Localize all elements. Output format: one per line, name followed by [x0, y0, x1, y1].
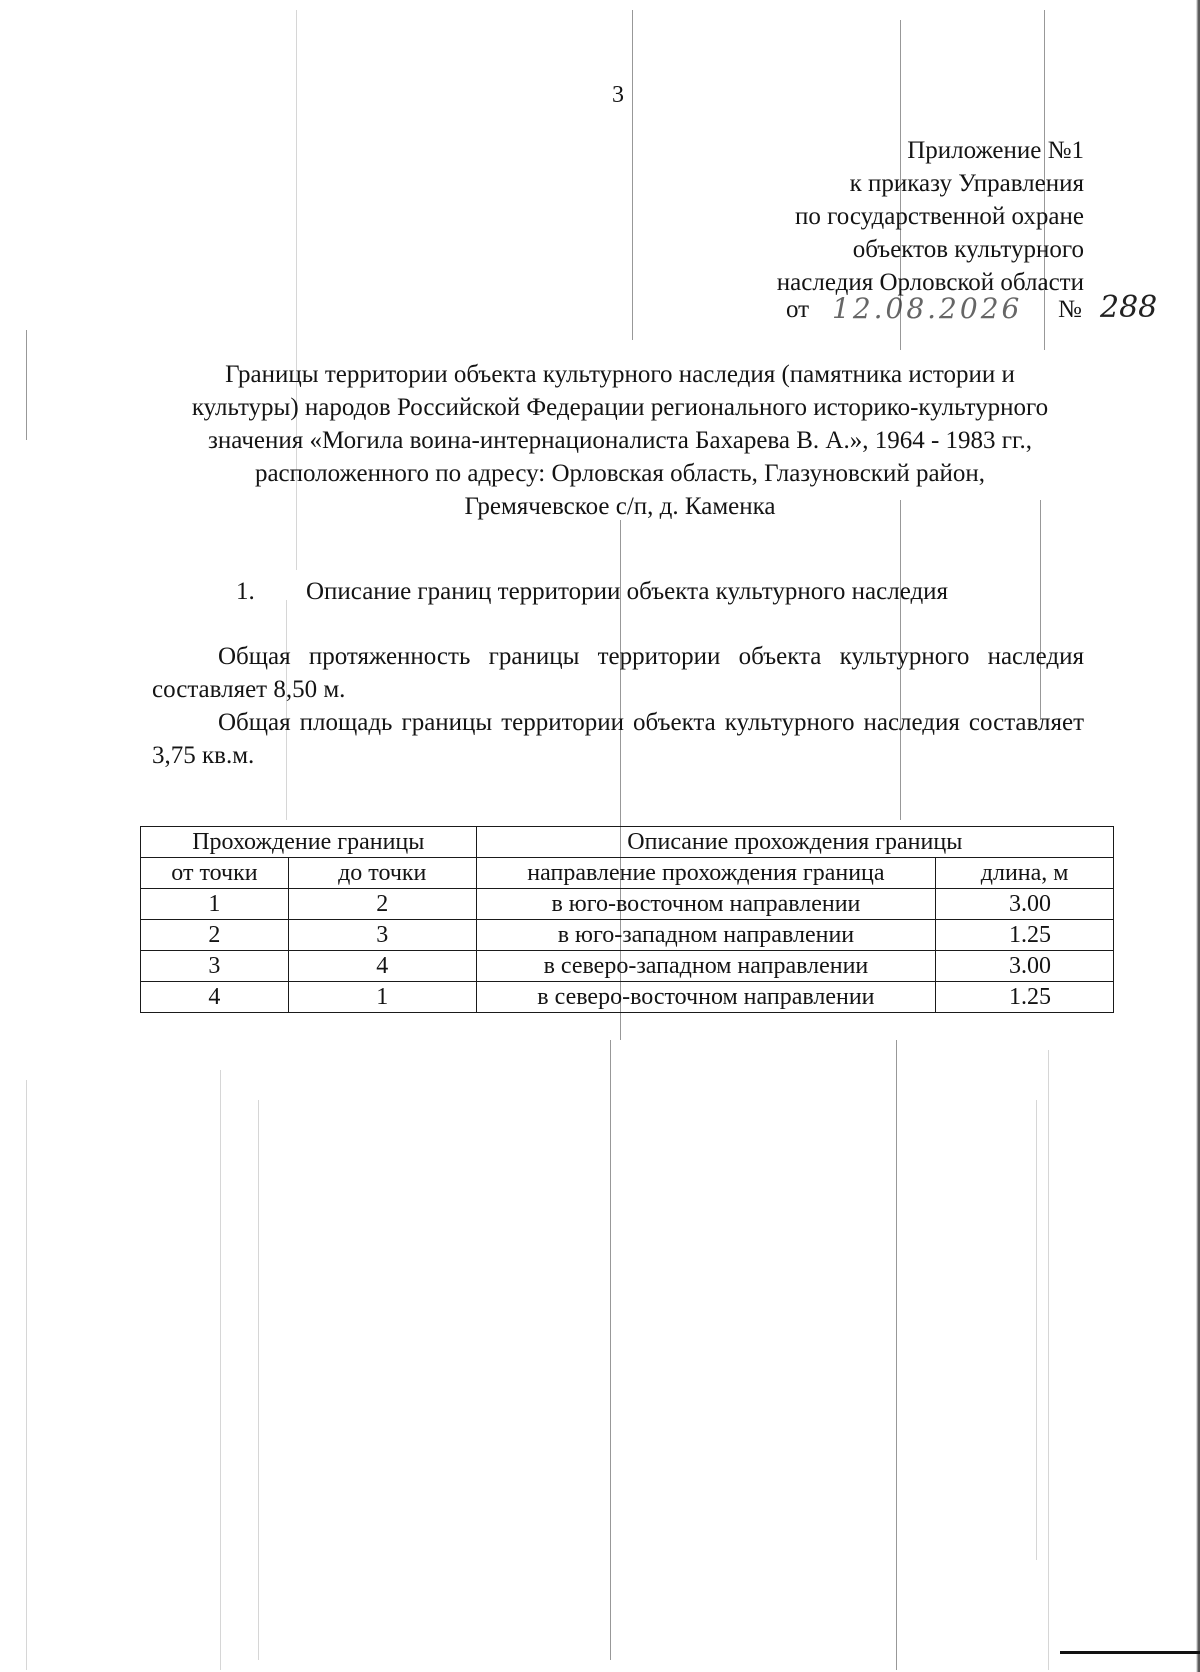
paragraph-total-area [152, 706, 1084, 772]
paragraph-total-length [152, 640, 1084, 706]
order-date-number-row [786, 290, 1166, 330]
scan-artifact-line [896, 1040, 897, 1670]
title-line: культуры) народов Российской Федерации регионального историко-культурного [191, 394, 1049, 421]
appendix-line: объектов культурного [852, 236, 1084, 263]
table-group-header-row [141, 827, 1114, 858]
section-number: 1. [236, 578, 255, 605]
paragraph-text: Общая площадь границы территории объекта культурного наследия составляет 3,75 кв.м. [152, 709, 1084, 769]
appendix-line: по государственной охране [794, 203, 1084, 230]
table-group-header: Прохождение границы [141, 827, 477, 858]
title-line: значения «Могила воина-интернационалиста Бахарева В. А.», 1964 - 1983 гг., [207, 427, 1032, 454]
appendix-line: Приложение №1 [907, 137, 1084, 164]
column-header-from: от точки [141, 858, 289, 889]
cell-to: 3 [288, 920, 476, 951]
document-title [150, 358, 1090, 523]
cell-length: 1.25 [936, 982, 1114, 1013]
scan-artifact-line [258, 1100, 259, 1660]
table-row [141, 920, 1114, 951]
cell-direction: в юго-западном направлении [476, 920, 936, 951]
section-heading-text: Описание границ территории объекта культурного наследия [306, 578, 949, 605]
cell-from: 2 [141, 920, 289, 951]
scan-artifact-line [26, 330, 27, 440]
scan-artifact-line [1036, 1100, 1037, 1560]
table-row [141, 982, 1114, 1013]
cell-from: 1 [141, 889, 289, 920]
cell-to: 1 [288, 982, 476, 1013]
scan-artifact-line [220, 1070, 221, 1670]
cell-length: 3.00 [936, 889, 1114, 920]
title-line: расположенного по адресу: Орловская область, Глазуновский район, [254, 460, 986, 487]
scan-artifact-line [610, 1040, 611, 1660]
cell-direction: в северо-западном направлении [476, 951, 936, 982]
appendix-line: наследия Орловской области [776, 269, 1084, 296]
paragraph-text: Общая протяженность границы территории объекта культурного наследия составляет 8,50 м. [152, 643, 1084, 703]
section-heading [236, 578, 948, 606]
column-header-length: длина, м [936, 858, 1114, 889]
appendix-line: к приказу Управления [849, 170, 1084, 197]
table-column-header-row [141, 858, 1114, 889]
cell-direction: в юго-восточном направлении [476, 889, 936, 920]
cell-from: 3 [141, 951, 289, 982]
boundary-table [140, 826, 1114, 1013]
table-row [141, 951, 1114, 982]
scan-right-edge [1196, 0, 1200, 1672]
table-row [141, 889, 1114, 920]
handwritten-order-number: 288 [1100, 290, 1158, 325]
cell-length: 1.25 [936, 920, 1114, 951]
title-line: Гремячевское с/п, д. Каменка [464, 493, 776, 520]
cell-from: 4 [141, 982, 289, 1013]
column-header-direction: направление прохождения граница [476, 858, 936, 889]
cell-to: 4 [288, 951, 476, 982]
cell-length: 3.00 [936, 951, 1114, 982]
from-label: от [786, 296, 810, 323]
appendix-header [624, 134, 1084, 299]
cell-direction: в северо-восточном направлении [476, 982, 936, 1013]
column-header-to: до точки [288, 858, 476, 889]
title-line: Границы территории объекта культурного наследия (памятника истории и [225, 361, 1015, 388]
table-group-header: Описание прохождения границы [476, 827, 1113, 858]
number-label: № [1058, 296, 1082, 323]
cell-to: 2 [288, 889, 476, 920]
scan-artifact-line [1048, 1050, 1049, 1670]
scan-bottom-edge [1060, 1651, 1200, 1654]
handwritten-date: 12.08.2026 [832, 292, 1023, 325]
scan-artifact-line [26, 1080, 27, 1670]
page-number: 3 [612, 82, 624, 108]
